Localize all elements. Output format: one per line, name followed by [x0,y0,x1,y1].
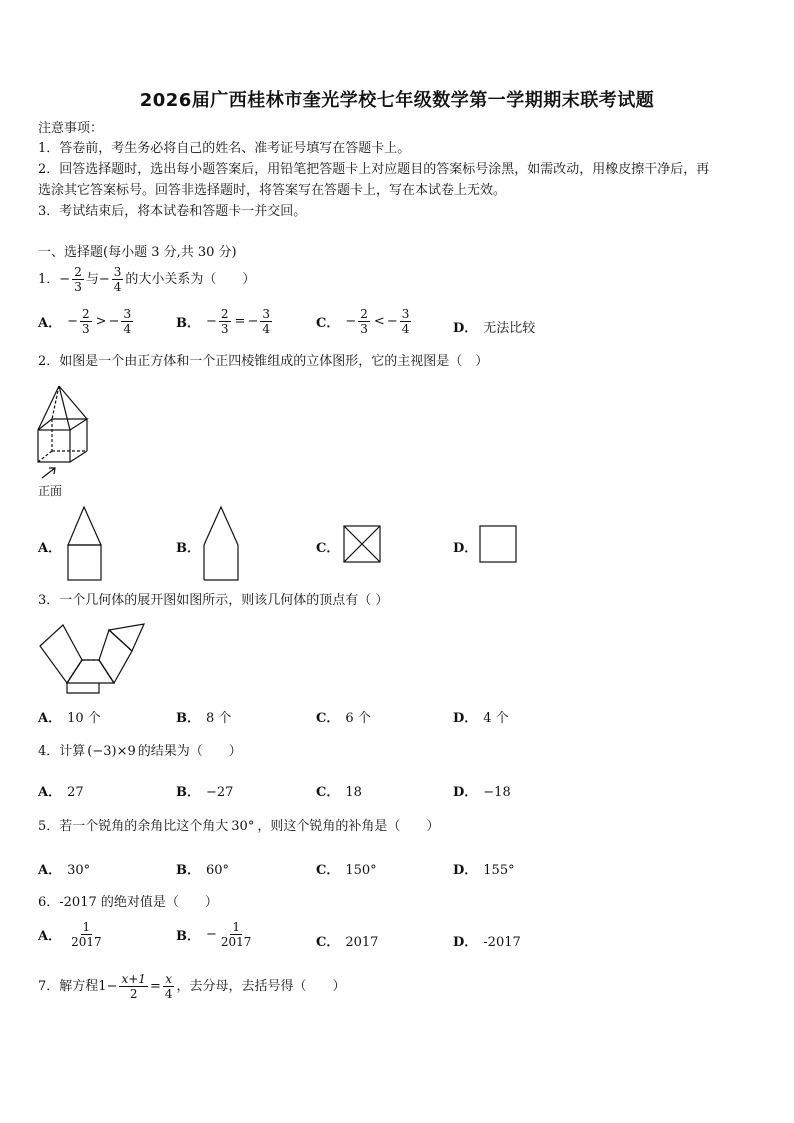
q2-option-d-figure [479,525,519,565]
question-5: 5．若一个锐角的余角比这个角大 30° ，则这个锐角的补角是（ ） [38,819,440,834]
question-7: 7．解方程 1 − $\frac{x+1}{2}$ = $\frac{x}{4}$ ，去分母，去括号得（ ） [38,972,346,1001]
question-1: 1． − $\frac{2}{3}$ 与 − $\frac{3}{4}$ 的大小关系为（ ） [38,265,256,294]
q1-option-d[interactable]: D． 无法比较 [453,321,536,336]
q3-option-d[interactable]: D． 4 个 [453,711,509,726]
notice-item-3: 3．考试结束后，将本试卷和答题卡一并交回。 [38,204,307,219]
notice-item-2-cont: 选涂其它答案标号。回答非选择题时，将答案写在答题卡上，写在本试卷上无效。 [38,183,507,198]
q1-fraction-1: $\frac{2}{3}$ [74,265,82,294]
q3-option-b[interactable]: B． 8 个 [176,711,232,726]
q7-fraction-1: $\frac{x+1}{2}$ [121,972,146,1001]
notice-item-1: 1．答卷前，考生务必将自己的姓名、准考证号填写在答题卡上。 [38,141,411,156]
section-heading: 一、选择题(每小题 3 分,共 30 分) [38,245,237,260]
q2-option-a[interactable]: A． [38,541,62,556]
q2-option-c[interactable]: C． [316,541,340,556]
q7-fraction-2: $\frac{x}{4}$ [164,972,173,1001]
q1-option-c[interactable]: C． − $\frac{2}{3}$ < − $\frac{3}{4}$ [316,307,410,336]
q3-option-c[interactable]: C． 6 个 [316,711,371,726]
q4-option-d[interactable]: D． −18 [453,785,511,800]
q1-connector: 与 [85,271,99,287]
q2-option-d[interactable]: D． [453,541,478,556]
question-6: 6．-2017 的绝对值是（ ） [38,895,218,910]
q3-net-figure [40,620,150,700]
q1-option-b[interactable]: B． − $\frac{2}{3}$ = − $\frac{3}{4}$ [176,307,270,336]
question-4: 4．计算 (−3)×9 的结果为（ ） [38,744,242,759]
q2-option-b[interactable]: B． [176,541,200,556]
page-title: 2026届广西桂林市奎光学校七年级数学第一学期期末联考试题 [139,90,655,111]
q4-option-a[interactable]: A． 27 [38,785,84,800]
q5-angle: 30° [231,819,255,834]
q6-option-b[interactable]: B． − $\frac{1}{2017}$ [176,920,252,949]
notice-item-2: 2．回答选择题时，选出每小题答案后，用铅笔把答题卡上对应题目的答案标号涂黑，如需改动，用橡皮擦干净后，再 [38,162,710,177]
q4-option-b[interactable]: B． −27 [176,785,234,800]
q3-option-a[interactable]: A． 10 个 [38,711,101,726]
q5-option-c[interactable]: C． 150° [316,863,377,878]
q1-tail: 的大小关系为（ ） [125,271,256,287]
q5-option-b[interactable]: B． 60° [176,863,230,878]
question-2: 2．如图是一个由正方体和一个正四棱锥组成的立体图形，它的主视图是（ ） [38,354,489,369]
q5-option-a[interactable]: A． 30° [38,863,91,878]
q6-option-a[interactable]: A． $\frac{1}{2017}$ [38,920,102,949]
q6-option-d[interactable]: D． -2017 [453,935,521,950]
q6-option-c[interactable]: C． 2017 [316,935,379,950]
q1-minus: − [59,271,71,287]
q1-option-a[interactable]: A． − $\frac{2}{3}$ > − $\frac{3}{4}$ [38,307,132,336]
q5-option-d[interactable]: D． 155° [453,863,515,878]
q4-option-c[interactable]: C． 18 [316,785,362,800]
question-3: 3．一个几何体的展开图如图所示，则该几何体的顶点有（ ） [38,593,389,608]
q4-expression: (−3)×9 [87,744,136,759]
q2-option-a-figure [66,505,106,583]
q2-option-b-figure [202,505,242,583]
q2-front-label: 正面 [38,484,63,498]
q1-number: 1． [38,271,60,287]
q2-option-c-figure [343,525,383,565]
q2-solid-figure [30,378,100,498]
q1-fraction-2: $\frac{3}{4}$ [113,265,122,294]
notice-heading: 注意事项： [38,121,104,136]
